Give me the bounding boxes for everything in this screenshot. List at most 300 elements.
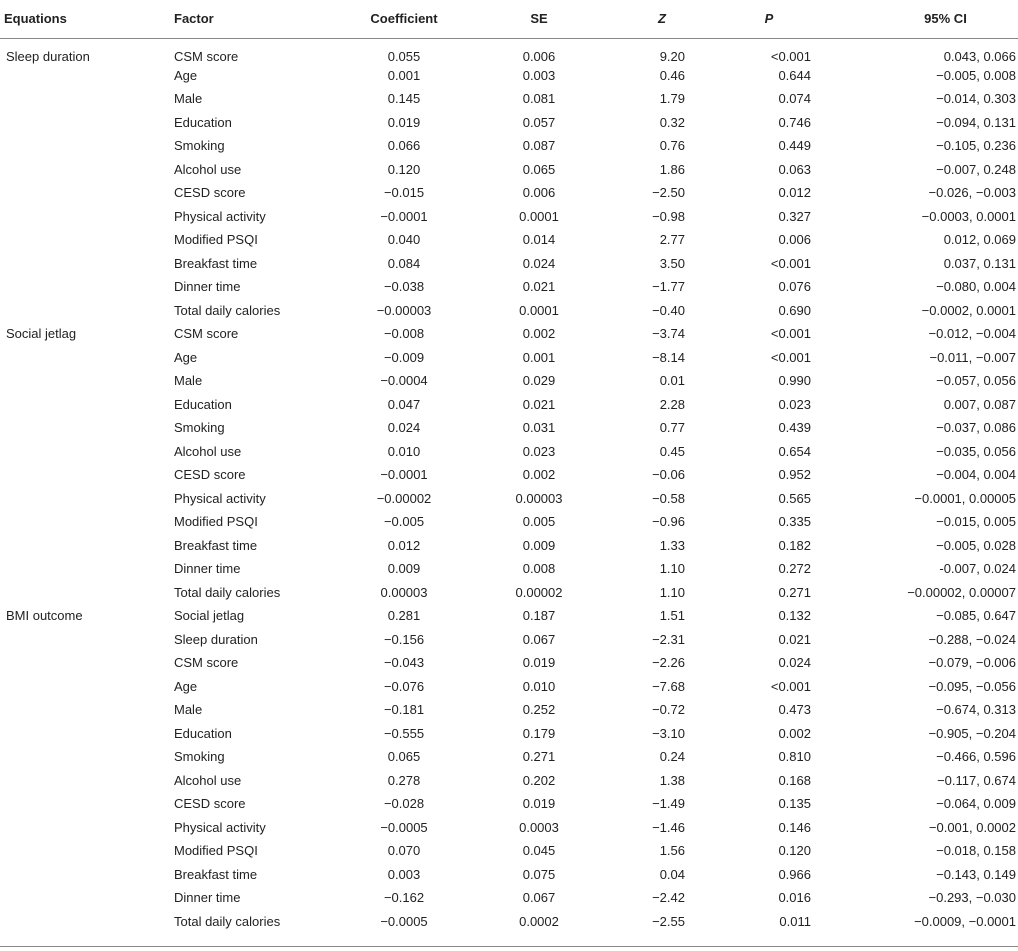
cell-ci: −0.094, 0.131	[936, 114, 1016, 130]
cell-p: <0.001	[770, 48, 811, 64]
cell-z: −2.31	[652, 631, 685, 647]
cell-factor: Modified PSQI	[174, 514, 258, 530]
cell-factor: Smoking	[174, 138, 225, 154]
cell-p: <0.001	[770, 349, 811, 365]
cell-equation	[0, 205, 174, 229]
cell-p: 0.565	[778, 490, 811, 506]
cell-ci: −0.288, −0.024	[928, 631, 1016, 647]
cell-se: 0.067	[522, 890, 556, 906]
cell-factor: Alcohol use	[174, 772, 242, 788]
cell-p: 0.952	[778, 467, 811, 483]
cell-z: 1.33	[659, 537, 685, 553]
cell-factor: Education	[174, 114, 232, 130]
cell-coefficient: 0.047	[387, 396, 421, 412]
cell-factor: CESD score	[174, 467, 246, 483]
table-row	[0, 440, 1018, 464]
cell-se: 0.010	[522, 678, 556, 694]
cell-equation	[0, 416, 174, 440]
table-row	[0, 792, 1018, 816]
cell-equation	[0, 557, 174, 581]
cell-ci: −0.037, 0.086	[936, 420, 1016, 436]
cell-z: 1.86	[659, 161, 685, 177]
cell-ci: −0.014, 0.303	[936, 91, 1016, 107]
cell-ci: 0.007, 0.087	[943, 396, 1016, 412]
cell-se: 0.075	[522, 866, 556, 882]
cell-factor: Education	[174, 396, 232, 412]
cell-equation	[0, 910, 174, 934]
cell-p: 0.327	[778, 208, 811, 224]
table-row	[0, 416, 1018, 440]
cell-ci: −0.001, 0.0002	[928, 819, 1016, 835]
table-row	[0, 38, 1018, 64]
cell-p: 0.810	[778, 749, 811, 765]
header-row	[0, 0, 1018, 38]
cell-equation	[0, 111, 174, 135]
cell-se: 0.087	[522, 138, 556, 154]
cell-z: −0.06	[652, 467, 685, 483]
cell-z: −1.77	[652, 279, 685, 295]
cell-p: 0.439	[778, 420, 811, 436]
cell-factor: Breakfast time	[174, 537, 258, 553]
cell-equation	[0, 181, 174, 205]
cell-se: 0.005	[522, 514, 556, 530]
cell-ci: 0.043, 0.066	[943, 48, 1016, 64]
cell-equation	[0, 745, 174, 769]
cell-coefficient: −0.156	[383, 631, 425, 647]
cell-se: 0.031	[522, 420, 556, 436]
cell-coefficient: −0.076	[383, 678, 425, 694]
cell-p: 0.012	[778, 185, 811, 201]
cell-equation: Sleep duration	[6, 48, 90, 64]
cell-ci: −0.011, −0.007	[929, 349, 1016, 365]
cell-z: 0.01	[659, 373, 685, 389]
table-bottom-rule	[0, 946, 1018, 947]
cell-coefficient: 0.010	[387, 443, 421, 459]
cell-z: −3.74	[652, 326, 685, 342]
cell-se: 0.023	[522, 443, 556, 459]
cell-z: −0.72	[652, 702, 685, 718]
cell-coefficient: 0.084	[387, 255, 421, 271]
cell-z: −1.49	[652, 796, 685, 812]
cell-equation	[0, 64, 174, 88]
cell-factor: Sleep duration	[174, 631, 258, 647]
cell-ci: -0.007, 0.024	[939, 561, 1016, 577]
cell-equation	[0, 510, 174, 534]
header-p: P	[685, 0, 813, 38]
table-row	[0, 111, 1018, 135]
cell-equation	[0, 581, 174, 605]
cell-factor: Modified PSQI	[174, 232, 258, 248]
cell-p: 0.135	[778, 796, 811, 812]
cell-se: 0.057	[522, 114, 556, 130]
cell-ci: 0.012, 0.069	[943, 232, 1016, 248]
cell-se: 0.179	[522, 725, 556, 741]
table-row	[0, 651, 1018, 675]
cell-ci: −0.015, 0.005	[936, 514, 1016, 530]
cell-factor: Dinner time	[174, 561, 241, 577]
cell-p: 0.132	[778, 608, 811, 624]
cell-coefficient: 0.278	[387, 772, 421, 788]
cell-p: 0.076	[778, 279, 811, 295]
cell-equation	[0, 722, 174, 746]
cell-ci: −0.026, −0.003	[928, 185, 1016, 201]
cell-z: 0.45	[659, 443, 685, 459]
header-equations: Equations	[0, 0, 174, 38]
cell-coefficient: 0.012	[387, 537, 421, 553]
table-row	[0, 675, 1018, 699]
cell-factor: CSM score	[174, 655, 239, 671]
cell-se: 0.002	[522, 326, 556, 342]
table-row	[0, 393, 1018, 417]
cell-p: 0.002	[778, 725, 811, 741]
cell-ci: −0.057, 0.056	[936, 373, 1016, 389]
cell-factor: Breakfast time	[174, 255, 258, 271]
cell-ci: −0.012, −0.004	[928, 326, 1016, 342]
cell-factor: Alcohol use	[174, 443, 242, 459]
table-row	[0, 158, 1018, 182]
header-se: SE	[479, 0, 599, 38]
cell-equation	[0, 651, 174, 675]
cell-p: 0.024	[778, 655, 811, 671]
cell-factor: Physical activity	[174, 819, 266, 835]
cell-z: 9.20	[659, 48, 685, 64]
cell-coefficient: 0.281	[387, 608, 421, 624]
cell-p: 0.006	[778, 232, 811, 248]
cell-coefficient: 0.00003	[380, 584, 428, 600]
cell-se: 0.006	[522, 48, 556, 64]
cell-se: 0.187	[522, 608, 556, 624]
header-ci: 95% CI	[813, 0, 1018, 38]
cell-p: 0.016	[778, 890, 811, 906]
cell-coefficient: −0.0001	[380, 467, 428, 483]
cell-equation	[0, 839, 174, 863]
cell-coefficient: −0.555	[383, 725, 425, 741]
cell-equation	[0, 463, 174, 487]
cell-se: 0.065	[522, 161, 556, 177]
cell-ci: −0.007, 0.248	[936, 161, 1016, 177]
cell-ci: −0.105, 0.236	[936, 138, 1016, 154]
cell-coefficient: 0.066	[387, 138, 421, 154]
cell-p: 0.063	[778, 161, 811, 177]
table-row	[0, 487, 1018, 511]
cell-se: 0.009	[522, 537, 556, 553]
table-row	[0, 698, 1018, 722]
cell-factor: Education	[174, 725, 232, 741]
header-factor: Factor	[174, 0, 329, 38]
cell-factor: Total daily calories	[174, 584, 281, 600]
cell-se: 0.0001	[519, 208, 559, 224]
cell-z: 0.77	[659, 420, 685, 436]
cell-coefficient: −0.043	[383, 655, 425, 671]
cell-ci: −0.080, 0.004	[936, 279, 1016, 295]
cell-se: 0.002	[522, 467, 556, 483]
cell-ci: −0.00002, 0.00007	[907, 584, 1016, 600]
cell-z: −2.50	[652, 185, 685, 201]
cell-p: 0.990	[778, 373, 811, 389]
cell-coefficient: 0.019	[387, 114, 421, 130]
cell-se: 0.045	[522, 843, 556, 859]
cell-factor: Smoking	[174, 420, 225, 436]
cell-se: 0.00003	[515, 490, 563, 506]
cell-equation	[0, 346, 174, 370]
table-row	[0, 534, 1018, 558]
cell-coefficient: −0.015	[383, 185, 425, 201]
cell-z: −3.10	[652, 725, 685, 741]
cell-z: 1.38	[659, 772, 685, 788]
table-row	[0, 64, 1018, 88]
table-row	[0, 769, 1018, 793]
cell-equation: Social jetlag	[6, 326, 77, 342]
cell-equation: BMI outcome	[6, 608, 83, 624]
cell-se: 0.006	[522, 185, 556, 201]
table-header	[0, 0, 1018, 38]
table-row	[0, 816, 1018, 840]
cell-factor: Dinner time	[174, 890, 241, 906]
cell-p: 0.272	[778, 561, 811, 577]
cell-z: −0.98	[652, 208, 685, 224]
cell-factor: Male	[174, 91, 203, 107]
cell-coefficient: 0.120	[387, 161, 421, 177]
cell-factor: Alcohol use	[174, 161, 242, 177]
cell-p: 0.644	[778, 67, 811, 83]
cell-equation	[0, 275, 174, 299]
cell-coefficient: 0.003	[387, 866, 421, 882]
cell-z: −0.40	[652, 302, 685, 318]
table-row	[0, 205, 1018, 229]
cell-factor: Male	[174, 702, 203, 718]
cell-factor: CSM score	[174, 326, 239, 342]
cell-z: 0.76	[659, 138, 685, 154]
cell-se: 0.0001	[519, 302, 559, 318]
cell-p: 0.473	[778, 702, 811, 718]
cell-factor: Age	[174, 67, 198, 83]
cell-se: 0.003	[522, 67, 556, 83]
table-row	[0, 722, 1018, 746]
cell-z: 0.04	[659, 866, 685, 882]
cell-ci: −0.004, 0.004	[936, 467, 1016, 483]
table-row	[0, 863, 1018, 887]
cell-ci: −0.466, 0.596	[936, 749, 1016, 765]
cell-p: <0.001	[770, 255, 811, 271]
cell-p: 0.011	[779, 913, 811, 929]
cell-se: 0.008	[522, 561, 556, 577]
cell-z: 1.79	[659, 91, 685, 107]
cell-ci: −0.079, −0.006	[928, 655, 1016, 671]
cell-p: 0.335	[778, 514, 811, 530]
cell-ci: −0.005, 0.008	[936, 67, 1016, 83]
cell-p: 0.654	[778, 443, 811, 459]
cell-factor: Age	[174, 349, 198, 365]
cell-p: <0.001	[770, 326, 811, 342]
cell-ci: −0.905, −0.204	[928, 725, 1016, 741]
cell-z: 1.10	[659, 584, 685, 600]
table-row	[0, 252, 1018, 276]
cell-ci: −0.095, −0.056	[928, 678, 1016, 694]
table-body	[0, 38, 1018, 933]
cell-equation	[0, 628, 174, 652]
cell-factor: CESD score	[174, 796, 246, 812]
cell-factor: Age	[174, 678, 198, 694]
cell-equation	[0, 769, 174, 793]
cell-coefficient: 0.001	[387, 67, 421, 83]
cell-p: 0.966	[778, 866, 811, 882]
cell-coefficient: 0.065	[387, 749, 421, 765]
cell-ci: −0.293, −0.030	[928, 890, 1016, 906]
cell-factor: Total daily calories	[174, 302, 281, 318]
cell-z: 2.28	[659, 396, 685, 412]
table-row	[0, 745, 1018, 769]
table-row	[0, 87, 1018, 111]
cell-coefficient: −0.038	[383, 279, 425, 295]
cell-se: 0.014	[522, 232, 556, 248]
cell-p: 0.449	[778, 138, 811, 154]
table-row	[0, 510, 1018, 534]
cell-factor: Physical activity	[174, 490, 266, 506]
table-row	[0, 910, 1018, 934]
cell-ci: −0.005, 0.028	[936, 537, 1016, 553]
cell-se: 0.024	[522, 255, 556, 271]
table-row	[0, 181, 1018, 205]
cell-coefficient: −0.00002	[376, 490, 432, 506]
cell-ci: −0.143, 0.149	[936, 866, 1016, 882]
table-row	[0, 369, 1018, 393]
cell-p: 0.746	[778, 114, 811, 130]
table-row	[0, 299, 1018, 323]
cell-factor: Dinner time	[174, 279, 241, 295]
cell-coefficient: 0.040	[387, 232, 421, 248]
table-row	[0, 228, 1018, 252]
cell-ci: −0.035, 0.056	[936, 443, 1016, 459]
cell-se: 0.252	[522, 702, 556, 718]
cell-equation	[0, 393, 174, 417]
cell-se: 0.271	[522, 749, 556, 765]
cell-factor: Modified PSQI	[174, 843, 258, 859]
cell-equation	[0, 252, 174, 276]
cell-z: 1.51	[659, 608, 685, 624]
cell-z: 1.56	[659, 843, 685, 859]
cell-z: −7.68	[652, 678, 685, 694]
table-row	[0, 463, 1018, 487]
cell-se: 0.0003	[519, 819, 559, 835]
cell-factor: Breakfast time	[174, 866, 258, 882]
cell-z: 1.10	[659, 561, 685, 577]
cell-coefficient: 0.009	[387, 561, 421, 577]
cell-factor: Social jetlag	[174, 608, 245, 624]
cell-factor: Total daily calories	[174, 913, 281, 929]
cell-factor: CESD score	[174, 185, 246, 201]
cell-ci: −0.0001, 0.00005	[914, 490, 1016, 506]
table-row	[0, 322, 1018, 346]
cell-factor: Smoking	[174, 749, 225, 765]
cell-equation	[0, 675, 174, 699]
cell-ci: −0.117, 0.674	[937, 772, 1016, 788]
cell-p: 0.023	[778, 396, 811, 412]
cell-coefficient: 0.145	[387, 91, 421, 107]
cell-se: 0.021	[522, 396, 556, 412]
cell-equation	[0, 228, 174, 252]
cell-z: 3.50	[659, 255, 685, 271]
cell-equation	[0, 134, 174, 158]
cell-coefficient: −0.181	[383, 702, 425, 718]
cell-z: 2.77	[659, 232, 685, 248]
cell-equation	[0, 886, 174, 910]
cell-z: −2.55	[652, 913, 685, 929]
cell-equation	[0, 534, 174, 558]
cell-equation	[0, 440, 174, 464]
cell-ci: 0.037, 0.131	[943, 255, 1016, 271]
cell-coefficient: −0.0005	[380, 819, 428, 835]
cell-p: 0.271	[778, 584, 811, 600]
cell-se: 0.019	[522, 796, 556, 812]
cell-equation	[0, 158, 174, 182]
table-row	[0, 604, 1018, 628]
cell-equation	[0, 698, 174, 722]
table-row	[0, 886, 1018, 910]
cell-coefficient: −0.0004	[380, 373, 428, 389]
cell-coefficient: 0.024	[387, 420, 421, 436]
cell-p: 0.182	[778, 537, 811, 553]
cell-z: −8.14	[652, 349, 685, 365]
table-row	[0, 346, 1018, 370]
cell-z: −0.58	[652, 490, 685, 506]
cell-z: −2.42	[652, 890, 685, 906]
cell-equation	[0, 299, 174, 323]
cell-z: 0.32	[659, 114, 685, 130]
cell-coefficient: 0.055	[387, 48, 421, 64]
table-row	[0, 581, 1018, 605]
cell-equation	[0, 487, 174, 511]
cell-ci: −0.064, 0.009	[936, 796, 1016, 812]
cell-z: 0.24	[659, 749, 685, 765]
cell-se: 0.019	[522, 655, 556, 671]
cell-ci: −0.0003, 0.0001	[921, 208, 1016, 224]
header-z: Z	[599, 0, 685, 38]
cell-ci: −0.0002, 0.0001	[921, 302, 1016, 318]
cell-z: 0.46	[659, 67, 685, 83]
cell-se: 0.029	[522, 373, 556, 389]
cell-factor: Male	[174, 373, 203, 389]
cell-coefficient: −0.162	[383, 890, 425, 906]
cell-coefficient: −0.009	[383, 349, 425, 365]
cell-coefficient: −0.0001	[380, 208, 428, 224]
cell-p: <0.001	[770, 678, 811, 694]
table-row	[0, 557, 1018, 581]
cell-p: 0.120	[778, 843, 811, 859]
cell-coefficient: −0.028	[383, 796, 425, 812]
table-row	[0, 134, 1018, 158]
cell-equation	[0, 792, 174, 816]
cell-coefficient: −0.0005	[380, 913, 428, 929]
cell-se: 0.067	[522, 631, 556, 647]
cell-se: 0.00002	[515, 584, 563, 600]
cell-se: 0.0002	[519, 913, 559, 929]
cell-equation	[0, 863, 174, 887]
cell-z: −2.26	[652, 655, 685, 671]
cell-ci: −0.0009, −0.0001	[914, 913, 1016, 929]
header-coefficient: Coefficient	[329, 0, 479, 38]
cell-se: 0.021	[522, 279, 556, 295]
cell-se: 0.001	[522, 349, 556, 365]
cell-factor: Physical activity	[174, 208, 266, 224]
cell-coefficient: −0.005	[383, 514, 425, 530]
cell-p: 0.021	[778, 631, 811, 647]
cell-factor: CSM score	[174, 48, 239, 64]
cell-p: 0.690	[778, 302, 811, 318]
cell-z: −0.96	[652, 514, 685, 530]
table-row	[0, 839, 1018, 863]
cell-ci: −0.674, 0.313	[936, 702, 1016, 718]
cell-p: 0.168	[778, 772, 811, 788]
